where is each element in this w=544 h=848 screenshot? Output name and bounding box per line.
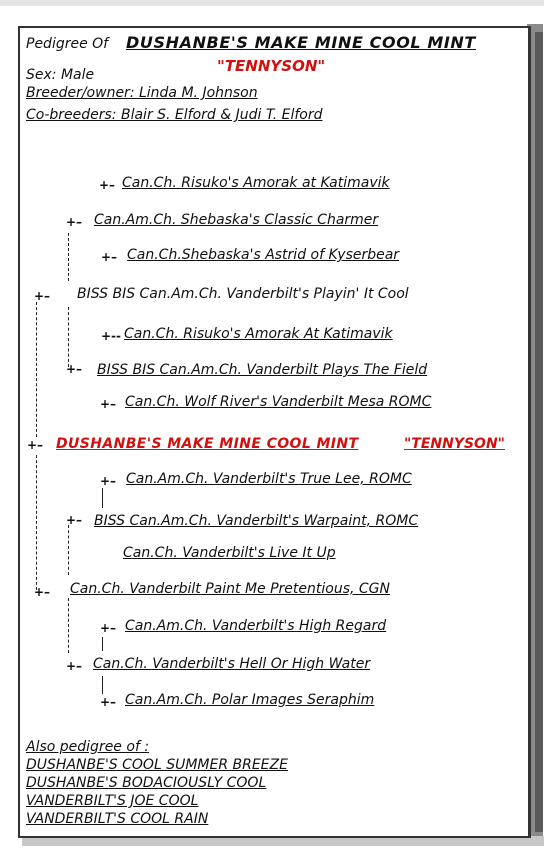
dog-name-title: DUSHANBE'S MAKE MINE COOL MINT <box>126 33 476 52</box>
branch-marker: +– <box>66 215 83 229</box>
connector-line <box>68 233 69 281</box>
sire-dam-sire: Can.Ch. Risuko's Amorak At Katimavik <box>124 326 393 342</box>
cobreeders-line: Co-breeders: Blair S. Elford & Judi T. Elford <box>26 107 323 123</box>
dam-sire-sire: Can.Am.Ch. Vanderbilt's True Lee, ROMC <box>126 471 412 487</box>
connector-line <box>68 525 69 575</box>
dam-dam-sire: Can.Am.Ch. Vanderbilt's High Regard <box>125 618 387 634</box>
branch-marker: +– <box>100 474 117 488</box>
breeder-line: Breeder/owner: Linda M. Johnson <box>26 85 258 101</box>
sire-sire-dam: Can.Ch.Shebaska's Astrid of Kyserbear <box>127 247 400 263</box>
sire-sire-sire: Can.Ch. Risuko's Amorak at Katimavik <box>122 175 390 191</box>
branch-marker: +– <box>34 585 51 599</box>
branch-marker: +– <box>100 397 117 411</box>
also-item: DUSHANBE'S COOL SUMMER BREEZE <box>26 757 288 773</box>
branch-marker: +– <box>66 362 83 376</box>
call-name-title: "TENNYSON" <box>217 57 326 75</box>
top-shadow <box>0 0 544 6</box>
dam-sire-dam: Can.Ch. Vanderbilt's Live It Up <box>123 545 336 561</box>
also-heading: Also pedigree of : <box>26 739 150 755</box>
branch-marker: +– <box>34 289 51 303</box>
branch-marker: +-- <box>101 329 122 343</box>
also-item: VANDERBILT'S COOL RAIN <box>26 811 209 827</box>
dam-sire: BISS Can.Am.Ch. Vanderbilt's Warpaint, ROMC <box>94 513 419 529</box>
sire: BISS BIS Can.Am.Ch. Vanderbilt's Playin' It Cool <box>77 286 409 302</box>
branch-marker: +– <box>101 250 118 264</box>
branch-marker: +– <box>66 659 83 673</box>
dam-dam-dam: Can.Am.Ch. Polar Images Seraphim <box>125 692 375 708</box>
pedigree-sheet <box>18 26 531 838</box>
connector-line <box>68 598 69 653</box>
also-item: VANDERBILT'S JOE COOL <box>26 793 199 809</box>
connector-line <box>102 637 103 651</box>
branch-marker: +– <box>27 438 44 452</box>
subject-name: DUSHANBE'S MAKE MINE COOL MINT <box>56 436 359 452</box>
dam: Can.Ch. Vanderbilt Paint Me Pretentious, CGN <box>70 581 390 597</box>
dam-dam: Can.Ch. Vanderbilt's Hell Or High Water <box>93 656 371 672</box>
pedigree-label: Pedigree Of <box>26 36 109 52</box>
sire-dam-dam: Can.Ch. Wolf River's Vanderbilt Mesa ROMC <box>125 394 432 410</box>
connector-line <box>68 307 69 367</box>
connector-line <box>102 488 103 508</box>
branch-marker: +– <box>99 178 116 192</box>
connector-line <box>102 676 103 694</box>
connector-line <box>36 455 37 590</box>
branch-marker: +– <box>66 513 83 527</box>
subject-call-name: "TENNYSON" <box>404 436 505 452</box>
connector-line <box>36 302 37 437</box>
right-shadow-dark <box>535 32 543 832</box>
sex-line: Sex: Male <box>26 67 95 83</box>
sire-sire: Can.Am.Ch. Shebaska's Classic Charmer <box>94 212 379 228</box>
also-item: DUSHANBE'S BODACIOUSLY COOL <box>26 775 267 791</box>
branch-marker: +– <box>100 621 117 635</box>
sire-dam: BISS BIS Can.Am.Ch. Vanderbilt Plays The Field <box>97 362 428 378</box>
branch-marker: +– <box>100 695 117 709</box>
